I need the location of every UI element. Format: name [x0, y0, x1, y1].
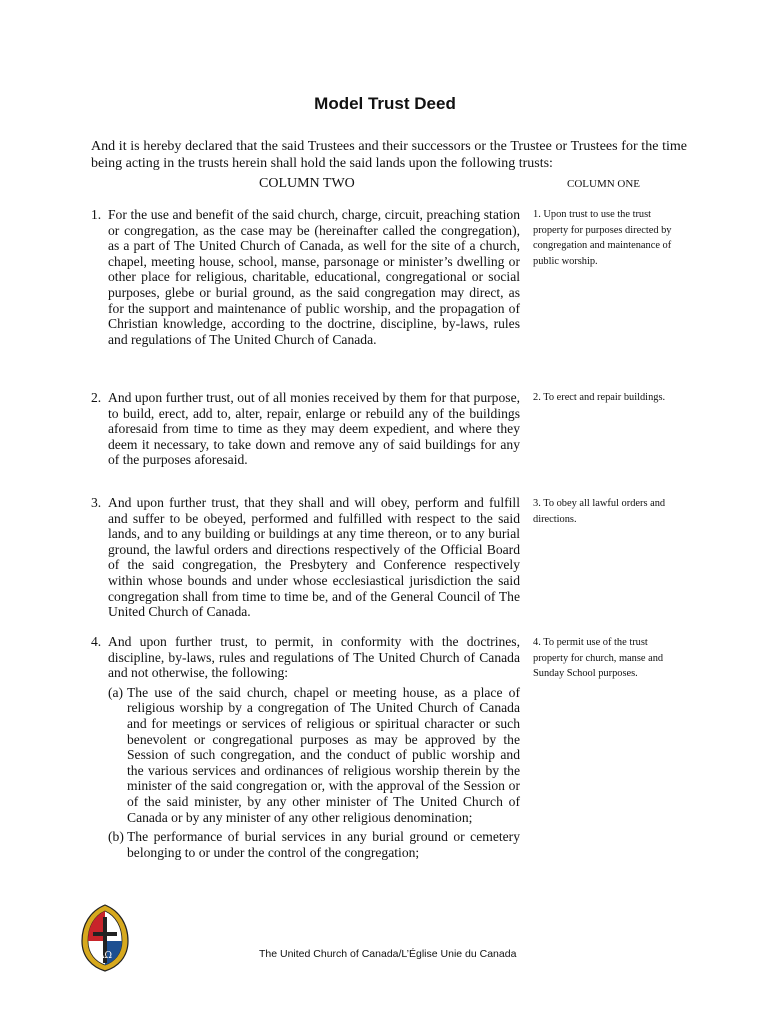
- margin-note-2: 2. To erect and repair buildings.: [533, 392, 666, 403]
- subitem-text: The performance of burial services in any burial ground or cemetery belonging to or under the control of the congregation;: [127, 829, 520, 860]
- column-two-heading: COLUMN TWO: [259, 176, 355, 191]
- crest-letters: ΑΩ: [98, 951, 112, 961]
- margin-note-1: 1. Upon trust to use the trust property for purposes directed by congregation and maintenance of public worship.: [533, 209, 672, 267]
- margin-note-4: 4. To permit use of the trust property for church, manse and Sunday School purposes.: [533, 637, 664, 680]
- intro-paragraph: And it is hereby declared that the said Trustees and their successors or the Trustee or Trustees for the time being acting in the trusts herein shall hold the said lands upon the following trusts:: [91, 139, 687, 171]
- clause-2: [91, 390, 520, 468]
- page-title: Model Trust Deed: [314, 94, 456, 113]
- clause-text: And upon further trust, out of all monies received by them for that purpose, to build, erect, add to, alter, repair, enlarge or rebuild any of the buildings aforesaid from time to time as they may deem expedient, and where they deem it necessary, to take down and remove any of said buildings for any of the purposes aforesaid.: [108, 390, 520, 468]
- clause-1: [91, 207, 520, 347]
- clause-text: And upon further trust, to permit, in conformity with the doctrines, discipline, by-laws, rules and regulations of The United Church of Canada and not otherwise, the following:: [108, 634, 520, 681]
- clause-text: And upon further trust, that they shall and will obey, perform and fulfill and suffer to be obeyed, performed and fulfilled with respect to the said lands, and to any building or buildings at any time thereon, or to any burial ground, the lawful orders and directions respectively of the Official Board of the said congregation, the Presbytery and Conference respectively within whose bounds and under whose ecclesiastical jurisdiction the said congregation shall from time to time be, and of the General Council of The United Church of Canada.: [108, 495, 520, 620]
- clause-text: For the use and benefit of the said church, charge, circuit, preaching station or congregation, as the case may be (hereinafter called the congregation), as a part of The United Church of Canada, as well for the site of a church, chapel, meeting house, school, manse, parsonage or minister’s dwelling or other place for religious, charitable, educational, congregational or social purposes, glebe or burial ground, as the said congregation may direct, as for the support and maintenance of public worship, and the propagation of Christian knowledge, according to the doctrine, discipline, by-laws, rules and regulations of The United Church of Canada.: [108, 207, 520, 347]
- subitem-b: [108, 829, 520, 860]
- margin-note-3: 3. To obey all lawful orders and directions.: [533, 498, 666, 525]
- clause-3: [91, 495, 520, 620]
- subitem-text: The use of the said church, chapel or meeting house, as a place of religious worship by a congregation of The United Church of Canada and for meetings or services of religious or spiritual character or such benevolent or congregational purposes as may be approved by the Session of such congregation, and the conduct of public worship and the various services and ordinances of religious worship therein by the minister of the said congregation or, with the approval of the Session or of the said minister, by any other minister of The United Church of Canada or by any minister of any other religious denomination;: [127, 684, 520, 825]
- clause-number: 3.: [91, 495, 102, 510]
- clause-number: 1.: [91, 207, 102, 222]
- subitem-a: [108, 685, 520, 825]
- subitem-label: (b): [108, 829, 124, 845]
- clause-number: 4.: [91, 634, 102, 649]
- clause-number: 2.: [91, 390, 102, 405]
- clause-4: [91, 634, 520, 860]
- page-footer: The United Church of Canada/L’Église Unie du Canada: [259, 948, 517, 960]
- subitem-label: (a): [108, 684, 124, 700]
- column-one-heading: COLUMN ONE: [567, 178, 641, 190]
- united-church-crest-logo: [80, 903, 130, 973]
